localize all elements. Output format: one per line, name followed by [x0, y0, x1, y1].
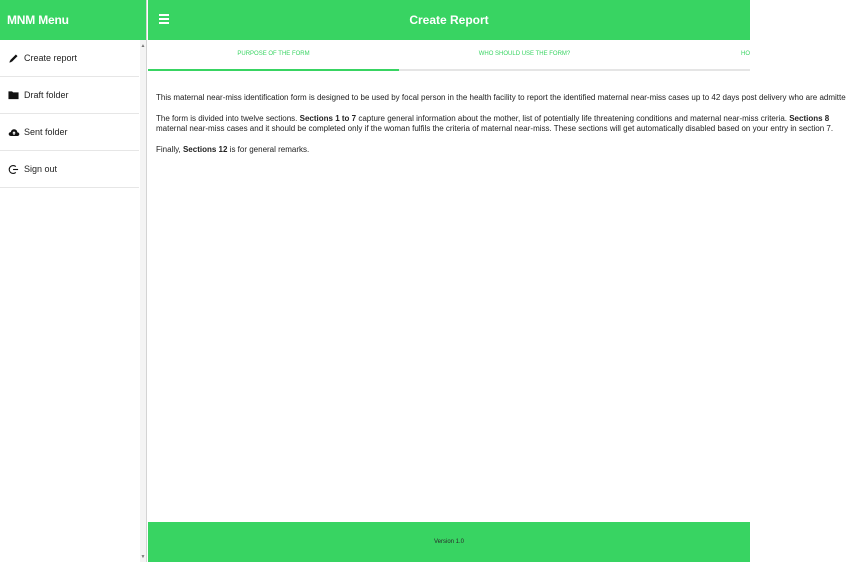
pencil-icon	[7, 52, 20, 65]
tab-content	[148, 71, 846, 155]
paragraph-sections: The form is divided into twelve sections. Sections 1 to 7 capture general information about the mother, list of potentially life threatening conditions and maternal near-miss criteria. Sections 8 maternal near-miss cases and it should be completed only if the woman fulfils the criteria of maternal near-miss. These sections will get automatically disabled based on your entry in section 7.	[156, 113, 834, 133]
sidebar	[0, 0, 147, 562]
folder-icon	[7, 89, 20, 102]
page-title: Create Report	[409, 13, 489, 27]
cloud-upload-icon	[7, 126, 20, 139]
sidebar-item-label: Create report	[24, 53, 78, 63]
sidebar-scrollbar[interactable]	[140, 40, 146, 562]
footer-bar	[148, 522, 750, 562]
scroll-down-icon[interactable]: ▼	[140, 554, 146, 560]
tab-how[interactable]: HO	[741, 51, 750, 57]
paragraph-purpose: This maternal near-miss identification form is designed to be used by focal person in the health facility to report the identified maternal near-miss cases up to 42 days post delivery who are admitte	[156, 93, 846, 102]
sidebar-item-sent-folder[interactable]	[0, 114, 139, 151]
tab-bar	[148, 40, 750, 71]
paragraph-remarks: Finally, Sections 12 is for general remarks.	[156, 144, 310, 154]
sidebar-item-label: Draft folder	[24, 90, 69, 100]
sign-out-icon	[7, 163, 20, 176]
sidebar-item-draft-folder[interactable]	[0, 77, 139, 114]
sidebar-item-create-report[interactable]	[0, 40, 139, 77]
version-label: Version 1.0	[433, 539, 465, 545]
main-panel	[148, 0, 846, 562]
scroll-up-icon[interactable]: ▲	[140, 43, 146, 49]
sidebar-item-label: Sign out	[24, 164, 58, 174]
sidebar-header	[0, 0, 146, 40]
tab-purpose-of-the-form[interactable]: PURPOSE OF THE FORM	[148, 40, 399, 69]
top-bar	[148, 0, 750, 40]
sidebar-title: MNM Menu	[7, 13, 69, 27]
sidebar-item-sign-out[interactable]	[0, 151, 139, 188]
sidebar-item-label: Sent folder	[24, 127, 68, 137]
tab-who-should-use-the-form[interactable]: WHO SHOULD USE THE FORM?	[478, 51, 571, 57]
